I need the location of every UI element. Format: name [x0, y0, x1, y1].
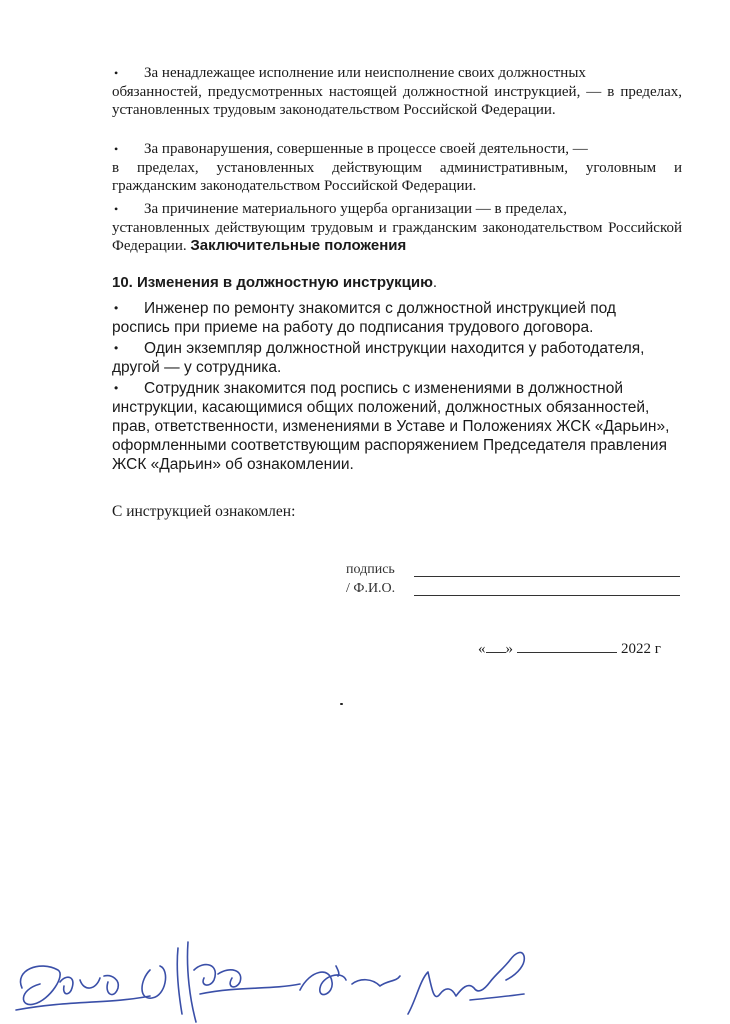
item-1-text: Инженер по ремонту знакомится с должностной инструкцией под роспись при приеме на работу до подписания трудового договора.	[112, 300, 616, 336]
month-blank	[517, 638, 617, 653]
signature-2-underline	[200, 984, 300, 994]
bullet-dot: •	[114, 341, 119, 355]
signature-1-path	[21, 966, 119, 1005]
fio-label: / Ф.И.О.	[346, 581, 396, 596]
bullet-3-first-line: За причинение материального ущерба организации — в пределах,	[144, 201, 568, 217]
item-3-text: Сотрудник знакомится под роспись с изменениями в должностной инструкции, касающимися общих положений, должностных обязанностей, прав, ответственности, изменениями в Уставе и Положениях ЖСК «Дарьин», оформленными соответствующим распоряжением Председателя правления ЖСК «Дарьин» об ознакомлении.	[112, 380, 670, 473]
bullet-dot: •	[114, 301, 119, 315]
item-2-text: Один экземпляр должностной инструкции находится у работодателя, другой — у сотрудника.	[112, 340, 645, 376]
section-10-item-1	[112, 299, 642, 337]
day-blank	[486, 638, 506, 653]
responsibility-bullet-2	[112, 140, 682, 196]
section-10-period: .	[432, 274, 438, 291]
bullet-2-first-line: За правонарушения, совершенные в процессе своей деятельности, —	[144, 141, 588, 157]
section-10-item-2	[112, 339, 672, 377]
section-10-item-3	[112, 379, 687, 474]
signature-row	[346, 562, 395, 578]
bullet-3-text: установленных действующим трудовым и гражданским законодательством Российской Федерации.	[112, 219, 682, 254]
acknowledgement-text: С инструкцией ознакомлен:	[112, 503, 296, 520]
signature-line	[414, 562, 680, 577]
scan-speck	[340, 703, 343, 705]
bullet-2-text: в пределах, установленных действующим административным, уголовным и гражданским законодательством Российской Федерации.	[112, 159, 682, 194]
date-row	[478, 638, 661, 658]
fio-line	[414, 581, 680, 596]
bullet-dot: •	[114, 381, 119, 395]
bullet-dot: •	[114, 202, 119, 216]
bullet-1-first-line: За ненадлежащее исполнение или неисполнение своих должностных	[144, 65, 586, 81]
signature-label: подпись	[346, 562, 395, 577]
responsibility-bullet-3	[112, 200, 682, 256]
date-close-quote: »	[505, 641, 513, 657]
section-10-title: 10. Изменения в должностную инструкцию	[112, 274, 433, 291]
bullet-1-text: обязанностей, предусмотренных настоящей должностной инструкцией, — в пределах, установленных трудовым законодательством Российской Федерации.	[112, 83, 682, 118]
date-year: 2022 г	[621, 641, 661, 657]
handwritten-signatures	[0, 930, 730, 1024]
section-10-heading	[112, 274, 437, 292]
responsibility-bullet-1	[112, 64, 682, 120]
final-provisions-heading: Заключительные положения	[190, 237, 407, 254]
signature-2-path	[142, 942, 241, 1022]
bullet-dot: •	[114, 66, 119, 80]
date-open-quote: «	[478, 641, 486, 657]
bullet-dot: •	[114, 142, 119, 156]
fio-row	[346, 581, 395, 597]
signature-3-path	[300, 966, 400, 995]
signature-4-path	[408, 953, 524, 1014]
